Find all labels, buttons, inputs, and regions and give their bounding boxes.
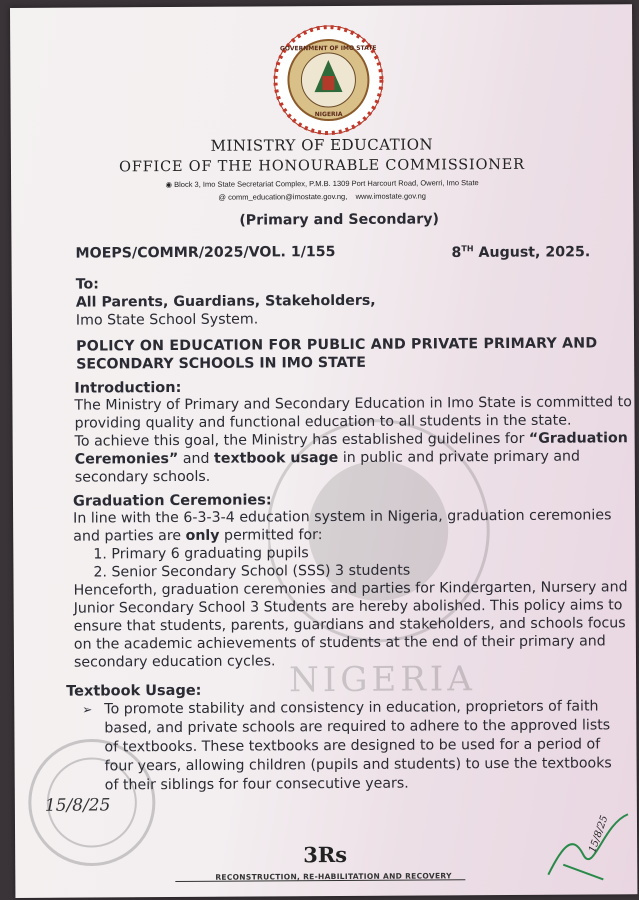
website-text: www.imostate.gov.ng bbox=[355, 191, 426, 201]
grad-para-line2: Junior Secondary School 3 Students are hereby abolished. This policy aims to bbox=[73, 597, 623, 617]
footer-logo: 3Rs bbox=[303, 841, 348, 868]
email-text: comm_education@imostate.gov.ng, bbox=[228, 191, 348, 202]
ministry-title: MINISTRY OF EDUCATION bbox=[210, 135, 434, 155]
grad-list-item-2: 2. Senior Secondary School (SSS) 3 students bbox=[93, 562, 411, 581]
seal-text-top: GOVERNMENT OF IMO STATE bbox=[279, 44, 377, 53]
grad-para-line1: Henceforth, graduation ceremonies and parties for Kindergarten, Nursery and bbox=[73, 579, 628, 599]
address-line bbox=[11, 177, 633, 190]
intro-line2: providing quality and functional education to all students in the state. bbox=[74, 412, 572, 432]
intro-line1: The Ministry of Primary and Secondary Education in Imo State is committed to bbox=[74, 394, 632, 414]
textbook-line1: To promote stability and consistency in education, proprietors of faith bbox=[104, 698, 599, 718]
seal-text-bottom: NIGERIA bbox=[314, 110, 343, 119]
subject-line2: SECONDARY SCHOOLS IN IMO STATE bbox=[76, 354, 366, 373]
grad-list-item-1: 1. Primary 6 graduating pupils bbox=[93, 545, 309, 563]
address-text: Block 3, Imo State Secretariat Complex, P.M.B. 1309 Port Harcourt Road, Owerri, Imo State bbox=[174, 178, 479, 190]
office-title: OFFICE OF THE HONOURABLE COMMISSIONER bbox=[119, 156, 525, 176]
email-icon: @ bbox=[218, 192, 227, 202]
recipient-to: To: bbox=[75, 276, 99, 293]
intro-line5: secondary schools. bbox=[74, 468, 211, 486]
bullet-arrow-icon: ➢ bbox=[82, 702, 93, 717]
location-pin-icon: ◉ bbox=[165, 180, 173, 190]
grad-line1: In line with the 6-3-3-4 education system in Nigeria, graduation ceremonies bbox=[73, 507, 612, 527]
government-seal bbox=[272, 24, 385, 137]
recipient-line1: All Parents, Guardians, Stakeholders, bbox=[75, 292, 376, 311]
letter-date: 8TH August, 2025. bbox=[451, 244, 591, 262]
reference-number: MOEPS/COMMR/2025/VOL. 1/155 bbox=[75, 244, 336, 262]
signature-date: 15/8/25 bbox=[587, 814, 611, 855]
subtitle: (Primary and Secondary) bbox=[239, 211, 439, 229]
textbook-line3: of textbooks. These textbooks are designed to be used for a period of bbox=[104, 736, 601, 756]
contact-line bbox=[11, 190, 633, 203]
intro-line4: Ceremonies” and textbook usage in public and private primary and bbox=[74, 448, 581, 468]
grad-para-line4: on the academic achievements of students at the end of their primary and bbox=[73, 633, 606, 653]
textbook-line4: four years, allowing children (pupils and students) to use the textbooks bbox=[104, 755, 612, 775]
footer-tagline: RECONSTRUCTION, RE-HABILITATION AND RECOVERY bbox=[215, 871, 452, 882]
textbook-heading: Textbook Usage: bbox=[66, 682, 202, 700]
intro-line3: To achieve this goal, the Ministry has established guidelines for “Graduation bbox=[74, 430, 628, 450]
grad-line2: and parties are only permitted for: bbox=[73, 527, 323, 545]
textbook-line5: of their siblings for four consecutive years. bbox=[104, 775, 409, 794]
graduation-heading: Graduation Ceremonies: bbox=[72, 492, 272, 510]
letter-page bbox=[10, 4, 637, 898]
grad-para-line5: secondary education cycles. bbox=[73, 653, 276, 671]
textbook-line2: based, and private schools are required to adhere to the approved lists bbox=[104, 717, 611, 737]
subject-line1: POLICY ON EDUCATION FOR PUBLIC AND PRIVATE PRIMARY AND bbox=[76, 335, 598, 355]
watermark-text: NIGERIA bbox=[288, 659, 476, 701]
stamp-date: 15/8/25 bbox=[44, 795, 111, 816]
recipient-line2: Imo State School System. bbox=[75, 311, 259, 329]
grad-para-line3: ensure that students, parents, guardians and stakeholders, and schools focus bbox=[73, 615, 626, 635]
introduction-heading: Introduction: bbox=[74, 379, 182, 397]
